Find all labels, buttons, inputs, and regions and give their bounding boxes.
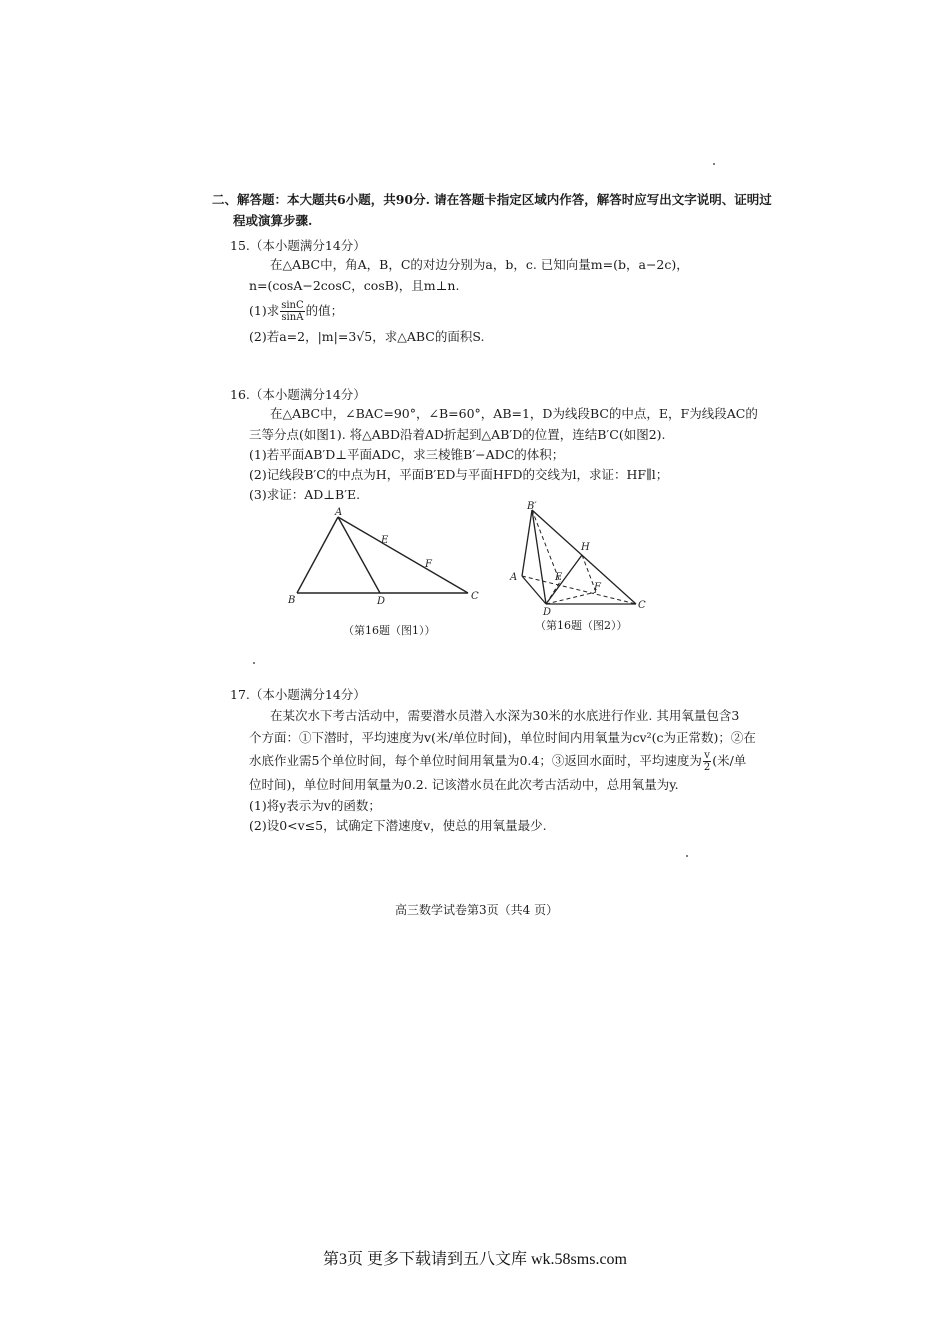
fig2-label-A: A [510, 572, 518, 583]
section-heading-line2: 程或演算步骤. [233, 213, 313, 228]
q17-stem-line3 [249, 749, 746, 773]
fig1-label-C: C [471, 591, 479, 602]
q17-speed-fraction [703, 750, 711, 773]
q17-speed-denominator: 2 [703, 762, 711, 773]
q16-stem-line2: 三等分点(如图1). 将△ABD沿着AD折起到△AB′D的位置，连结B′C(如图2). [249, 427, 666, 442]
figure-1-caption: （第16题（图1）） [343, 624, 436, 637]
q17-stem-line1: 在某次水下考古活动中，需要潜水员潜入水深为30米的水底进行作业. 其用氧量包含3 [270, 708, 740, 723]
q15-part1-suffix: 的值； [305, 303, 344, 318]
q16-stem-line1: 在△ABC中，∠BAC=90°，∠B=60°，AB=1，D为线段BC的中点，E，F为线段AC的 [270, 406, 758, 421]
fig1-label-D: D [377, 596, 386, 607]
fig2-label-C: C [638, 600, 646, 611]
q15-stem-line1: 在△ABC中，角A，B，C的对边分别为a，b，c. 已知向量m=(b，a−2c)， [270, 257, 689, 272]
fig2-label-H: H [581, 542, 590, 553]
q17-stem-line3-a: 水底作业需5个单位时间，每个单位时间用氧量为0.4；③返回水面时，平均速度为 [249, 753, 702, 768]
fig2-label-D: D [543, 607, 552, 618]
fig1-label-E: E [381, 535, 389, 546]
q17-stem-line3-b: (米/单 [712, 753, 747, 768]
q16-part3: (3)求证：AD⊥B′E. [249, 487, 361, 502]
q15-part1-denominator: sinA [281, 312, 304, 323]
site-footer: 第3页 更多下载请到五八文库 wk.58sms.com [322, 1251, 627, 1268]
fig2-label-B-prime: B′ [527, 501, 537, 512]
figure-2-diagram [505, 500, 655, 620]
q15-stem-line2: n=(cosA−2cosC，cosB)，且m⊥n. [249, 278, 460, 293]
q15-title: 15.（本小题满分14分） [230, 238, 366, 253]
q17-stem-line4: 位时间)，单位时间用氧量为0.2. 记该潜水员在此次考古活动中，总用氧量为y. [249, 777, 679, 792]
scan-speck [713, 163, 715, 165]
fig1-edge-AC [338, 517, 468, 593]
q15-part1-prefix: (1)求 [249, 303, 280, 318]
fig2-edge-DE [546, 582, 560, 604]
fig1-label-F: F [425, 559, 432, 570]
page-footer: 高三数学试卷第3页（共4 页） [395, 903, 559, 917]
fig2-edge-BC [532, 510, 636, 604]
fig2-label-E: E [555, 572, 563, 583]
fig2-label-F: F [594, 582, 601, 593]
figure-2-caption: （第16题（图2）） [535, 619, 628, 632]
q15-part1-numerator: sinC [281, 300, 304, 311]
scan-speck [686, 855, 688, 857]
q17-part1: (1)将y表示为v的函数； [249, 798, 381, 813]
scan-speck [253, 662, 255, 664]
q15-part1 [249, 298, 343, 324]
section-heading-line1: 二、解答题：本大题共6小题，共90分. 请在答题卡指定区域内作答，解答时应写出文字说明、证明过 [212, 192, 772, 207]
fig1-edge-AD [338, 517, 380, 593]
fig1-label-A: A [335, 507, 343, 518]
q17-part2: (2)设0<v≤5，试确定下潜速度v，使总的用氧量最少. [249, 818, 547, 833]
fig1-edge-AB [297, 517, 338, 593]
q15-part1-fraction [280, 300, 304, 323]
q17-speed-numerator: v [704, 750, 710, 761]
q15-part2: (2)若a=2，|m|=3√5，求△ABC的面积S. [249, 329, 485, 344]
fig2-edge-AC [522, 576, 636, 604]
q16-part2: (2)记线段B′C的中点为H，平面B′ED与平面HFD的交线为l，求证：HF∥l； [249, 467, 669, 482]
figure-1-diagram [280, 505, 500, 625]
fig1-label-B: B [288, 595, 296, 606]
q16-part1: (1)若平面AB′D⊥平面ADC，求三棱锥B′−ADC的体积； [249, 447, 565, 462]
q17-title: 17.（本小题满分14分） [230, 687, 366, 702]
q17-stem-line2: 个方面：①下潜时，平均速度为v(米/单位时间)，单位时间内用氧量为cv²(c为正常数)；②在 [249, 730, 756, 745]
fig2-edge-BA [522, 510, 532, 576]
q16-title: 16.（本小题满分14分） [230, 387, 366, 402]
